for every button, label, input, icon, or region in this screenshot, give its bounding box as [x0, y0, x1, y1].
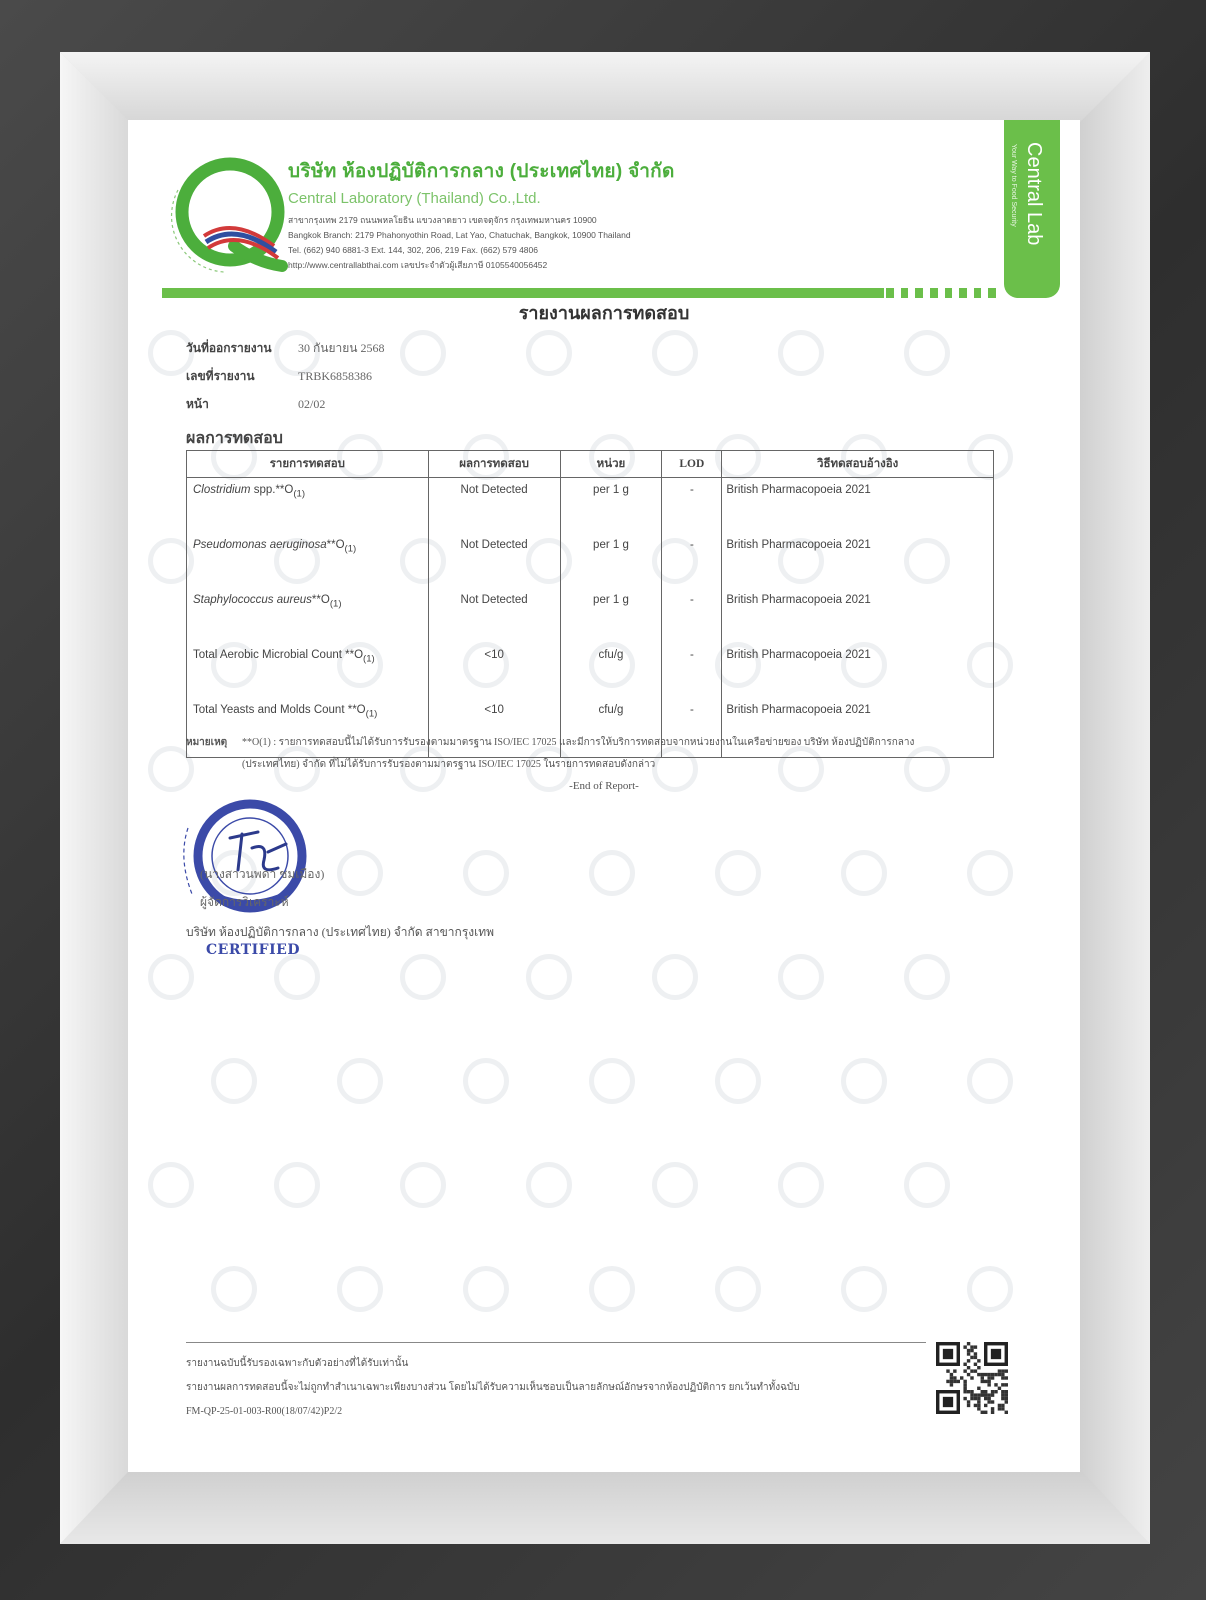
footer-divider [186, 1342, 926, 1343]
frame-bevel-bottom [60, 1470, 1150, 1544]
company-name-en: Central Laboratory (Thailand) Co.,Ltd. [288, 190, 541, 207]
watermark-circle [211, 1058, 257, 1104]
section-title: ผลการทดสอบ [186, 428, 283, 447]
test-unit: cfu/g [560, 643, 662, 698]
remarks-line-2: (ประเทศไทย) จำกัด ที่ไม่ได้รับการรับรองตามมาตรฐาน ISO/IEC 17025 ในรายการทดสอบดังกล่าว [242, 759, 656, 770]
test-result: <10 [428, 643, 560, 698]
test-lod: - [662, 478, 722, 534]
column-header: LOD [662, 451, 722, 478]
watermark-circle [967, 850, 1013, 896]
meta-value: 30 กันยายน 2568 [298, 340, 385, 355]
footer [186, 1352, 926, 1424]
watermark-circle [967, 1058, 1013, 1104]
test-method: British Pharmacopoeia 2021 [722, 698, 994, 758]
table-row [187, 478, 994, 534]
test-lod: - [662, 698, 722, 758]
watermark-circle [841, 850, 887, 896]
signatory-company: บริษัท ห้องปฏิบัติการกลาง (ประเทศไทย) จำกัด สาขากรุงเทพ [186, 925, 495, 939]
column-header: หน่วย [560, 451, 662, 478]
watermark-circle [715, 1266, 761, 1312]
watermark-circle [652, 954, 698, 1000]
phone-fax: Tel. (662) 940 6881-3 Ext. 144, 302, 206, 219 Fax. (662) 579 4806 [288, 245, 538, 255]
watermark-circle [211, 1266, 257, 1312]
qr-code-icon [936, 1342, 1008, 1414]
watermark-circle [400, 954, 446, 1000]
test-lod: - [662, 643, 722, 698]
remarks-label: หมายเหตุ [186, 737, 228, 748]
watermark-circle [337, 1058, 383, 1104]
watermark-circle [463, 1266, 509, 1312]
watermark-circle [526, 954, 572, 1000]
test-item: Clostridium $spp.**O_{(1)}$ [187, 478, 429, 534]
meta-row-report-no [186, 362, 384, 390]
column-header: วิธีทดสอบอ้างอิง [722, 451, 994, 478]
test-unit: per 1 g [560, 478, 662, 534]
watermark-circle [904, 330, 950, 376]
meta-label: เลขที่รายงาน [186, 368, 255, 383]
watermark-circle [274, 954, 320, 1000]
watermark-circle [148, 1162, 194, 1208]
column-header: ผลการทดสอบ [428, 451, 560, 478]
watermark-circle [400, 1162, 446, 1208]
test-method: British Pharmacopoeia 2021 [722, 588, 994, 643]
watermark-circle [904, 954, 950, 1000]
test-lod: - [662, 533, 722, 588]
meta-value: TRBK6858386 [298, 368, 373, 383]
frame-bevel-top [60, 52, 1150, 122]
end-of-report: -End of Report- [569, 780, 639, 792]
central-lab-side-tab [1004, 120, 1060, 298]
table-row [187, 533, 994, 588]
meta-label: วันที่ออกรายงาน [186, 340, 272, 355]
test-unit: cfu/g [560, 698, 662, 758]
test-method: British Pharmacopoeia 2021 [722, 478, 994, 534]
certified-label: CERTIFIED [206, 942, 300, 958]
watermark-circle [778, 330, 824, 376]
watermark-circle [526, 330, 572, 376]
test-method: British Pharmacopoeia 2021 [722, 643, 994, 698]
remarks [186, 732, 996, 776]
test-item: Total Yeasts and Molds Count $**O_{(1)}$ [187, 698, 429, 758]
watermark-circle [589, 1058, 635, 1104]
company-header [288, 156, 968, 273]
address-en: Bangkok Branch: 2179 Phahonyothin Road, Lat Yao, Chatuchak, Bangkok, 10900 Thailand [288, 230, 631, 240]
report-meta [186, 334, 384, 418]
watermark-circle [904, 1162, 950, 1208]
watermark-circle [652, 330, 698, 376]
watermark-circle [715, 1058, 761, 1104]
watermark-circle [337, 1266, 383, 1312]
watermark-circle [148, 954, 194, 1000]
meta-label: หน้า [186, 396, 209, 411]
address-th: สาขากรุงเทพ 2179 ถนนพหลโยธิน แขวงลาดยาว เขตจตุจักร กรุงเทพมหานคร 10900 [288, 215, 597, 225]
watermark-circle [841, 1058, 887, 1104]
side-tab-label: Central Lab [1023, 142, 1045, 246]
test-result: Not Detected [428, 478, 560, 534]
watermark-circle [967, 1266, 1013, 1312]
watermark-circle [841, 1266, 887, 1312]
test-unit: per 1 g [560, 533, 662, 588]
table-header-row [187, 451, 994, 478]
results-table [186, 450, 994, 758]
watermark-circle [652, 1162, 698, 1208]
report-title: รายงานผลการทดสอบ [518, 303, 690, 324]
test-method: British Pharmacopoeia 2021 [722, 533, 994, 588]
header-divider-dashes [886, 288, 996, 298]
watermark-circle [337, 850, 383, 896]
test-lod: - [662, 588, 722, 643]
footer-line-1: รายงานฉบับนี้รับรองเฉพาะกับตัวอย่างที่ได้รับเท่านั้น [186, 1358, 409, 1369]
watermark-circle [526, 1162, 572, 1208]
test-result: Not Detected [428, 588, 560, 643]
website-tax-id: http://www.centrallabthai.com เลขประจำตัวผู้เสียภาษี 0105540056452 [288, 260, 548, 270]
watermark-circle [463, 1058, 509, 1104]
test-item: Pseudomonas $aeruginosa**O_{(1)}$ [187, 533, 429, 588]
watermark-circle [778, 1162, 824, 1208]
signatory-name: (นางสาวนพดา ชมเมือง) [200, 867, 325, 881]
test-item: Staphylococcus $aureus**O_{(1)}$ [187, 588, 429, 643]
watermark-circle [589, 850, 635, 896]
frame-bevel-left [60, 52, 130, 1544]
form-code: FM-QP-25-01-003-R00(18/07/42)P2/2 [186, 1406, 343, 1417]
certificate-paper [128, 120, 1080, 1472]
test-unit: per 1 g [560, 588, 662, 643]
test-result: Not Detected [428, 533, 560, 588]
header-divider [162, 288, 884, 298]
meta-row-page [186, 390, 384, 418]
meta-value: 02/02 [298, 396, 326, 411]
watermark-circle [274, 1162, 320, 1208]
watermark-circle [778, 954, 824, 1000]
remarks-line-1: **O(1) : รายการทดสอบนี้ไม่ได้รับการรับรองตามมาตรฐาน ISO/IEC 17025 และมีการให้บริการทดสอบจากหน่วยงานในเครือข่ายของ บริษัท ห้องปฏิบัติการกลาง [242, 737, 915, 748]
signatory-position: ผู้จัดการวิเคราะห์ [200, 895, 289, 909]
test-result: <10 [428, 698, 560, 758]
table-row [187, 643, 994, 698]
meta-row-date [186, 334, 384, 362]
company-name-th: บริษัท ห้องปฏิบัติการกลาง (ประเทศไทย) จำกัด [288, 161, 675, 182]
side-tab-slogan: Your Way to Food Security [1010, 144, 1017, 227]
column-header: รายการทดสอบ [187, 451, 429, 478]
table-row [187, 588, 994, 643]
watermark-circle [463, 850, 509, 896]
watermark-circle [400, 330, 446, 376]
watermark-circle [715, 850, 761, 896]
test-item: Total Aerobic Microbial Count $**O_{(1)}$ [187, 643, 429, 698]
central-lab-logo-icon [164, 150, 292, 278]
frame-bevel-right [1080, 52, 1150, 1544]
watermark-circle [589, 1266, 635, 1312]
footer-line-2: รายงานผลการทดสอบนี้จะไม่ถูกทำสำเนาเฉพาะเพียงบางส่วน โดยไม่ได้รับความเห็นชอบเป็นลายลักษณ์อักษรจากห้องปฏิบัติการ ยกเว้นทำทั้งฉบับ [186, 1382, 800, 1393]
